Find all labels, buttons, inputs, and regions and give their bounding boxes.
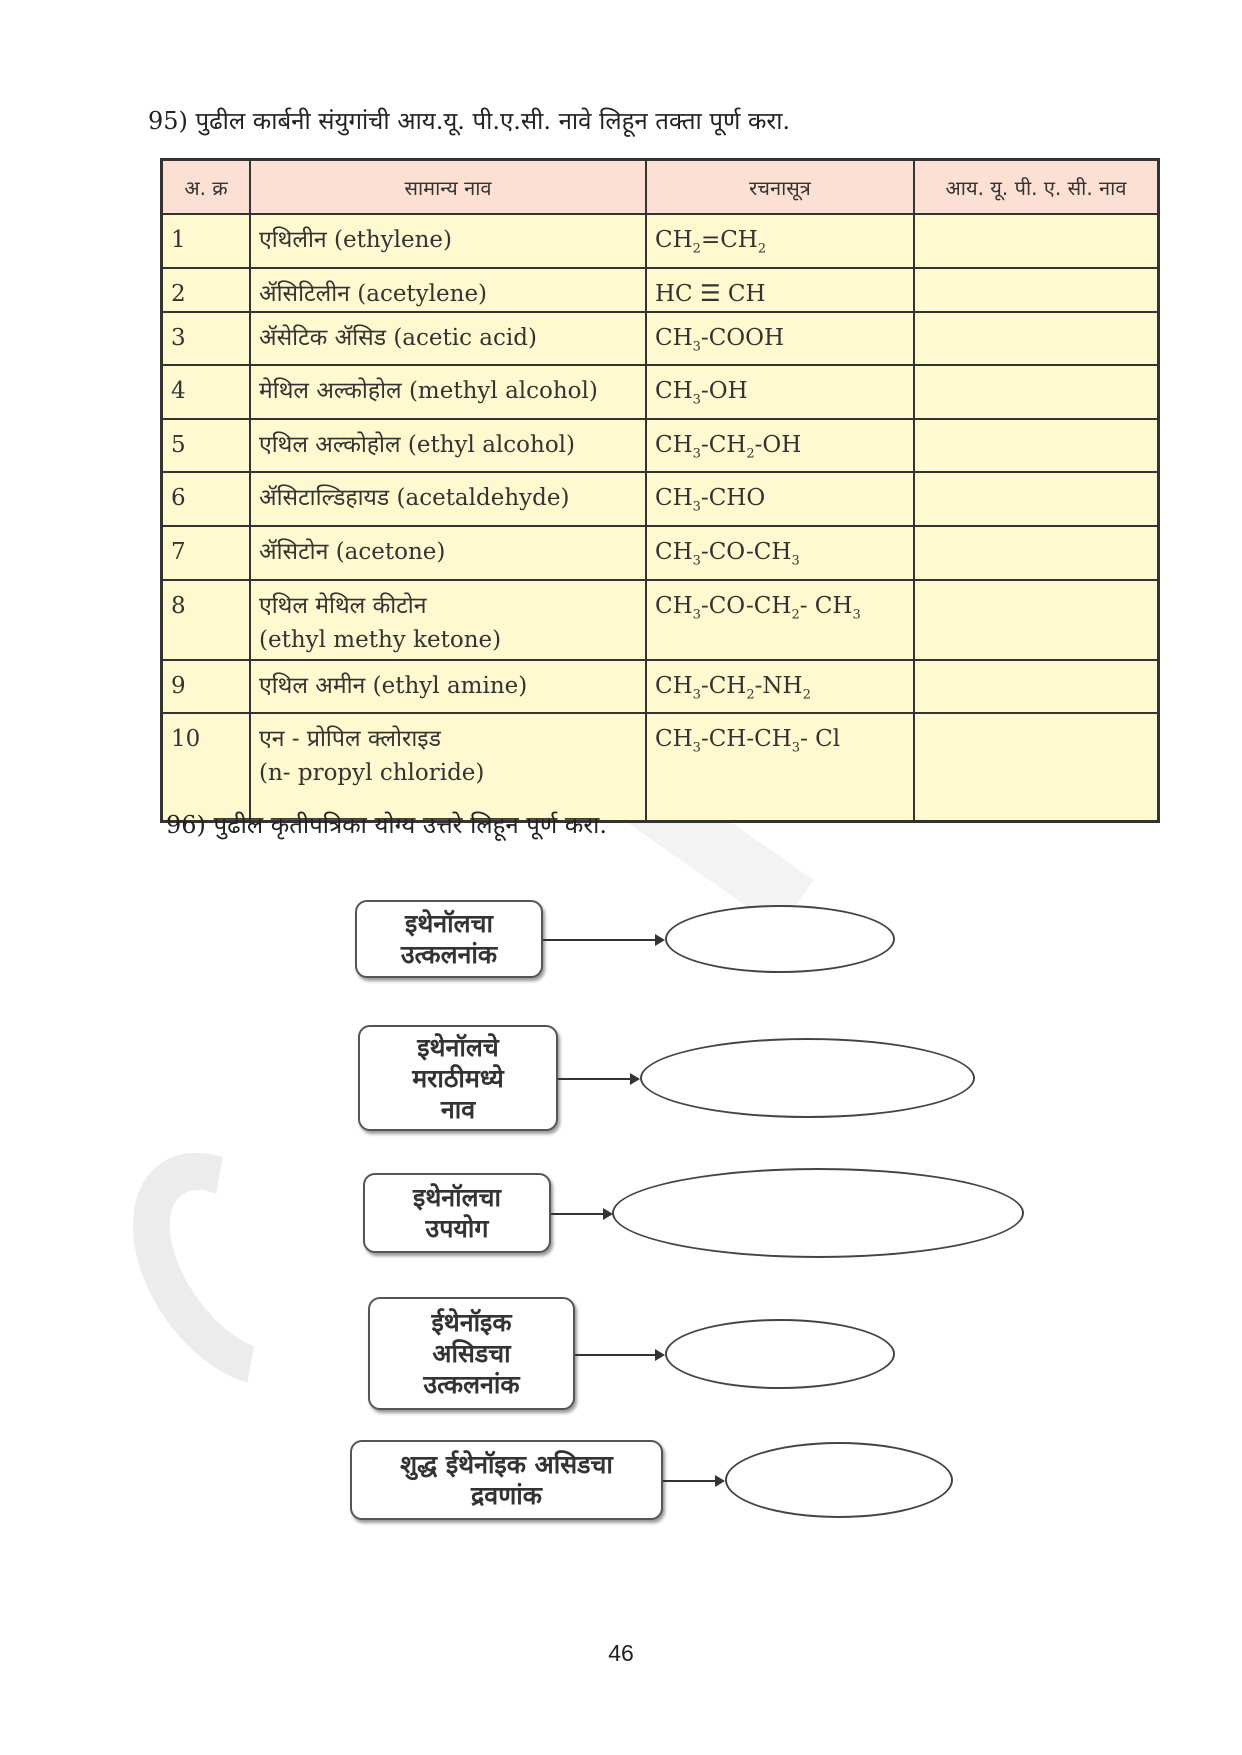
formula-cell — [646, 526, 914, 580]
common-name-cell — [250, 472, 646, 526]
structural-formula: $CH_3-OH$ — [655, 378, 748, 408]
formula-cell — [646, 419, 914, 473]
common-name-line: ॲसिटिलीन (acetylene) — [259, 280, 488, 307]
answer-oval[interactable] — [665, 905, 895, 973]
common-name-line: ॲसिटाल्डिहायड (acetaldehyde) — [259, 485, 570, 512]
common-name-line: ॲसेटिक ॲसिड (acetic acid) — [259, 324, 537, 351]
question-95-title: 95) पुढील कार्बनी संयुगांची आय.यू. पी.ए.सी. नावे लिहून तक्ता पूर्ण करा. — [148, 107, 791, 135]
serial-no-cell: 8 — [162, 580, 251, 660]
serial-no-cell: 3 — [162, 312, 251, 366]
common-name-line: एथिल अल्कोहोल (ethyl alcohol) — [259, 431, 576, 458]
answer-oval[interactable] — [665, 1319, 895, 1389]
common-name-cell — [250, 365, 646, 419]
question-96-title: 96) पुढील कृतीपत्रिका योग्य उत्तरे लिहून पूर्ण करा. — [166, 811, 607, 839]
common-name-english-line: (n- propyl chloride) — [259, 760, 485, 787]
table-row — [162, 472, 1159, 526]
serial-no-cell: 9 — [162, 660, 251, 714]
structural-formula: $CH_3$-CHO — [655, 485, 766, 515]
iupac-answer-cell[interactable] — [914, 580, 1159, 660]
serial-no-cell: 5 — [162, 419, 251, 473]
flowchart-label-box — [350, 1440, 663, 1520]
table-row — [162, 312, 1159, 366]
iupac-answer-cell[interactable] — [914, 214, 1159, 268]
answer-oval[interactable] — [612, 1168, 1024, 1258]
formula-cell — [646, 660, 914, 714]
flowchart-label-box — [355, 900, 543, 978]
iupac-answer-cell[interactable] — [914, 660, 1159, 714]
formula-cell — [646, 472, 914, 526]
page-number: 46 — [608, 1640, 634, 1666]
structural-formula: $CH_3$-COOH — [655, 324, 785, 355]
common-name-cell — [250, 580, 646, 660]
common-name-line: एथिल अमीन (ethyl amine) — [259, 672, 528, 699]
arrow-right-icon — [551, 1213, 611, 1215]
common-name-line: एथिलीन (ethylene) — [259, 227, 452, 253]
common-name-cell — [250, 268, 646, 312]
header-iupac-name: आय. यू. पी. ए. सी. नाव — [914, 160, 1159, 215]
flowchart-label-box — [363, 1173, 551, 1253]
structural-formula: $CH_3-CH_2-NH_2$ — [655, 672, 811, 703]
formula-cell — [646, 214, 914, 268]
table-row — [162, 526, 1159, 580]
iupac-answer-cell[interactable] — [914, 312, 1159, 366]
table-row — [162, 419, 1159, 473]
common-name-line: एथिल मेथिल कीटोन — [259, 592, 427, 619]
serial-no-cell: 1 — [162, 214, 251, 268]
common-name-cell — [250, 214, 646, 268]
iupac-answer-cell[interactable] — [914, 419, 1159, 473]
answer-oval[interactable] — [725, 1442, 953, 1518]
flowchart-label-text: ईथेनॉइक असिडचा उत्कलनांक — [423, 1308, 520, 1399]
header-serial-no: अ. क्र — [162, 160, 251, 215]
iupac-answer-cell[interactable] — [914, 526, 1159, 580]
common-name-line: मेथिल अल्कोहोल (methyl alcohol) — [259, 378, 598, 405]
formula-cell — [646, 365, 914, 419]
table-row — [162, 580, 1159, 660]
table-row — [162, 365, 1159, 419]
common-name-cell — [250, 419, 646, 473]
iupac-answer-cell[interactable] — [914, 472, 1159, 526]
serial-no-cell: 6 — [162, 472, 251, 526]
iupac-answer-cell[interactable] — [914, 268, 1159, 312]
structural-formula: $CH_2=CH_2$ — [655, 227, 767, 257]
header-structural-formula: रचनासूत्र — [646, 160, 914, 215]
common-name-cell — [250, 713, 646, 821]
serial-no-cell: 2 — [162, 268, 251, 312]
flowchart-label-box — [368, 1297, 575, 1410]
common-name-cell — [250, 660, 646, 714]
table-body — [162, 214, 1159, 821]
iupac-answer-cell[interactable] — [914, 365, 1159, 419]
common-name-line: एन - प्रोपिल क्लोराइड — [259, 726, 441, 753]
common-name-english-line: (ethyl methy ketone) — [259, 626, 502, 653]
common-name-cell — [250, 526, 646, 580]
formula-cell — [646, 713, 914, 821]
serial-no-cell: 4 — [162, 365, 251, 419]
flowchart-label-text: इथेनॉलचा उपयोग — [413, 1183, 501, 1243]
flowchart-label-text: इथेनॉलचे मराठीमध्ये नाव — [412, 1032, 504, 1124]
arrow-right-icon — [543, 939, 663, 941]
arrow-right-icon — [575, 1354, 663, 1356]
iupac-answer-cell[interactable] — [914, 713, 1159, 821]
iupac-names-table — [160, 158, 1160, 823]
formula-cell — [646, 312, 914, 366]
formula-cell — [646, 268, 914, 312]
header-common-name: सामान्य नाव — [250, 160, 646, 215]
structural-formula: $CH_3-CO-CH_2-$ $CH_3$ — [655, 592, 861, 623]
table-row — [162, 268, 1159, 312]
table-row — [162, 660, 1159, 714]
table-header-row — [162, 160, 1159, 215]
formula-cell — [646, 580, 914, 660]
structural-formula: $CH_3-CH_2-OH$ — [655, 431, 802, 462]
arrow-right-icon — [558, 1078, 638, 1080]
structural-formula: HC ☰ CH — [655, 280, 766, 307]
table-row — [162, 214, 1159, 268]
common-name-line: ॲसिटोन (acetone) — [259, 538, 446, 565]
flowchart-label-box — [358, 1025, 558, 1131]
answer-oval[interactable] — [640, 1038, 975, 1118]
flowchart-label-text: इथेनॉलचा उत्कलनांक — [400, 909, 498, 969]
flowchart-label-text: शुद्ध ईथेनॉइक असिडचा द्रवणांक — [400, 1450, 613, 1510]
structural-formula: $CH_3-CO-CH_3$ — [655, 538, 800, 569]
common-name-cell — [250, 312, 646, 366]
serial-no-cell: 7 — [162, 526, 251, 580]
structural-formula: $CH_3-CH-CH_3-$ Cl — [655, 726, 841, 756]
table-row — [162, 713, 1159, 821]
arrow-right-icon — [663, 1480, 723, 1482]
serial-no-cell: 10 — [162, 713, 251, 821]
watermark-letter-s — [91, 1115, 379, 1425]
